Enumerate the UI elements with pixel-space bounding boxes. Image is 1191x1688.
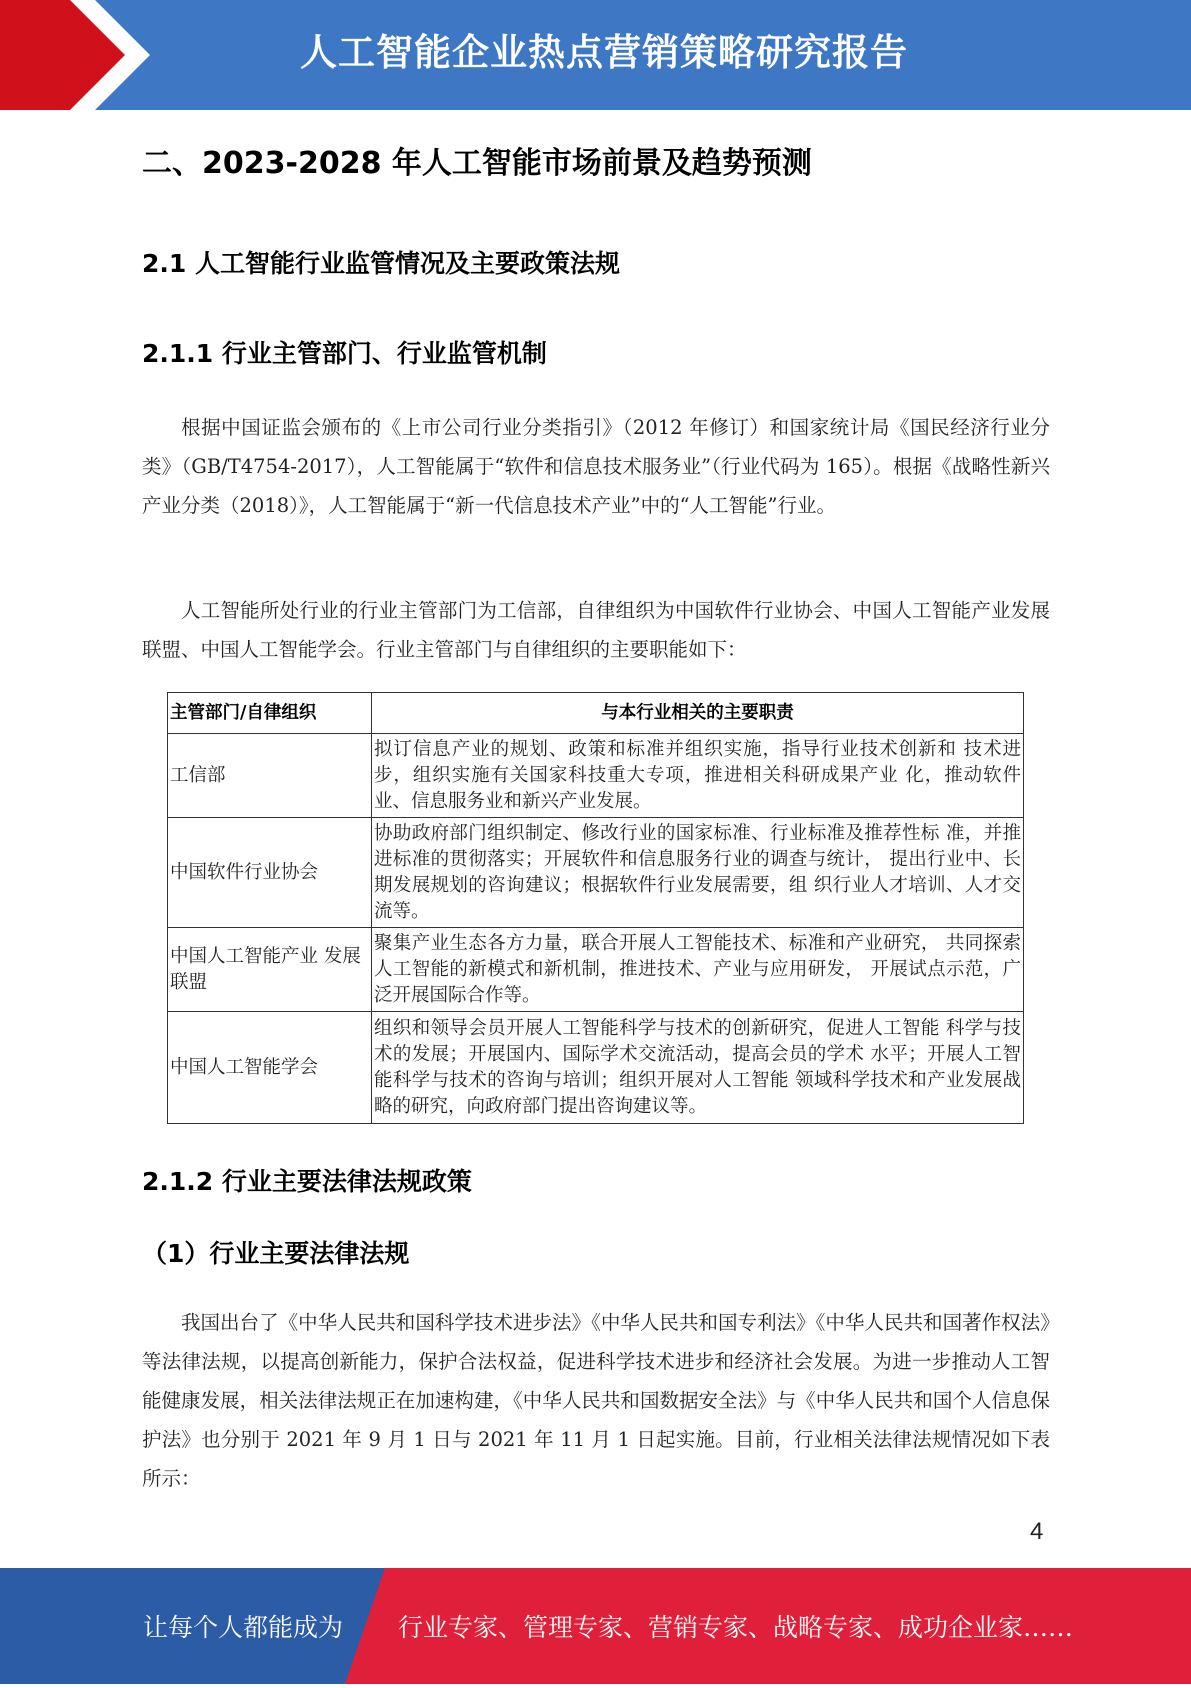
- footer-slogan-right: 行业专家、管理专家、营销专家、战略专家、成功企业家……: [398, 1613, 1074, 1642]
- table-header-dept: 主管部门/自律组织: [168, 693, 372, 734]
- subsection-title: 2.1 人工智能行业监管情况及主要政策法规: [142, 249, 620, 278]
- table-cell-dept: 中国软件行业协会: [168, 818, 372, 928]
- table-row: [168, 734, 1024, 818]
- page-number: 4: [1030, 1518, 1044, 1545]
- table-header-row: [168, 693, 1024, 734]
- paragraph-laws: 我国出台了《中华人民共和国科学技术进步法》《中华人民共和国专利法》《中华人民共和国著作权法》等法律法规，以提高创新能力，保护合法权益，促进科学技术进步和经济社会发展。为进一步推动人工智能健康发展，相关法律法规正在加速构建，《中华人民共和国数据安全法》与《中华人民共和国个人信息保护法》也分别于 2021 年 9 月 1 日与 2021 年 11 月 1 日起实施。目前，行业相关法律法规情况如下表所示：: [142, 1311, 1050, 1490]
- report-footer: [0, 1568, 1191, 1684]
- subsection-2-1-2-title: 2.1.2 行业主要法律法规政策: [142, 1167, 472, 1196]
- table-cell-duty: 拟订信息产业的规划、政策和标准并组织实施，指导行业技术创新和 技术进步，组织实施有关国家科技重大专项，推进相关科研成果产业 化，推动软件业、信息服务业和新兴产业发展。: [372, 734, 1024, 818]
- table-cell-dept: 工信部: [168, 734, 372, 818]
- table-cell-duty: 组织和领导会员开展人工智能科学与技术的创新研究，促进人工智能 科学与技术的发展；开展国内、国际学术交流活动，提高会员的学术 水平；开展人工智能科学与技术的咨询与培训；组织开展对人工智能 领域科学技术和产业发展战略的研究，向政府部门提出咨询建议等。: [372, 1012, 1024, 1124]
- paragraph-regulators: 人工智能所处行业的行业主管部门为工信部，自律组织为中国软件行业协会、中国人工智能产业发展联盟、中国人工智能学会。行业主管部门与自律组织的主要职能如下：: [142, 599, 1050, 661]
- table-header-duty: 与本行业相关的主要职责: [372, 693, 1024, 734]
- laws-item-title: （1）行业主要法律法规: [142, 1239, 410, 1268]
- table-cell-dept: 中国人工智能学会: [168, 1012, 372, 1124]
- header-arrow-decoration: [0, 0, 150, 110]
- table-cell-dept: 中国人工智能产业 发展联盟: [168, 928, 372, 1012]
- subsection-2-1-1-title: 2.1.1 行业主管部门、行业监管机制: [142, 339, 547, 368]
- table-row: [168, 928, 1024, 1012]
- footer-slogan-left: 让每个人都能成为: [143, 1613, 344, 1642]
- table-row: [168, 818, 1024, 928]
- table-cell-duty: 协助政府部门组织制定、修改行业的国家标准、行业标准及推荐性标 准，并推进标准的贯彻落实；开展软件和信息服务行业的调查与统计， 提出行业中、长期发展规划的咨询建议；根据软件行业发展需要，组 织行业人才培训、人才交流等。: [372, 818, 1024, 928]
- table-cell-duty: 聚集产业生态各方力量，联合开展人工智能技术、标准和产业研究， 共同探索人工智能的新模式和新机制，推进技术、产业与应用研发， 开展试点示范，广泛开展国际合作等。: [372, 928, 1024, 1012]
- paragraph-industry-classification: 根据中国证监会颁布的《上市公司行业分类指引》（2012 年修订）和国家统计局《国民经济行业分类》（GB/T4754-2017），人工智能属于“软件和信息技术服务业”（行业代码为 165）。根据《战略性新兴产业分类（2018）》，人工智能属于“新一代信息技术产业”中的“人工智能”行业。: [142, 416, 1050, 517]
- regulators-table: [167, 692, 1024, 1124]
- report-header: [0, 0, 1191, 110]
- report-title: 人工智能企业热点营销策略研究报告: [300, 31, 908, 74]
- table-row: [168, 1012, 1024, 1124]
- section-title: 二、2023-2028 年人工智能市场前景及趋势预测: [142, 146, 812, 181]
